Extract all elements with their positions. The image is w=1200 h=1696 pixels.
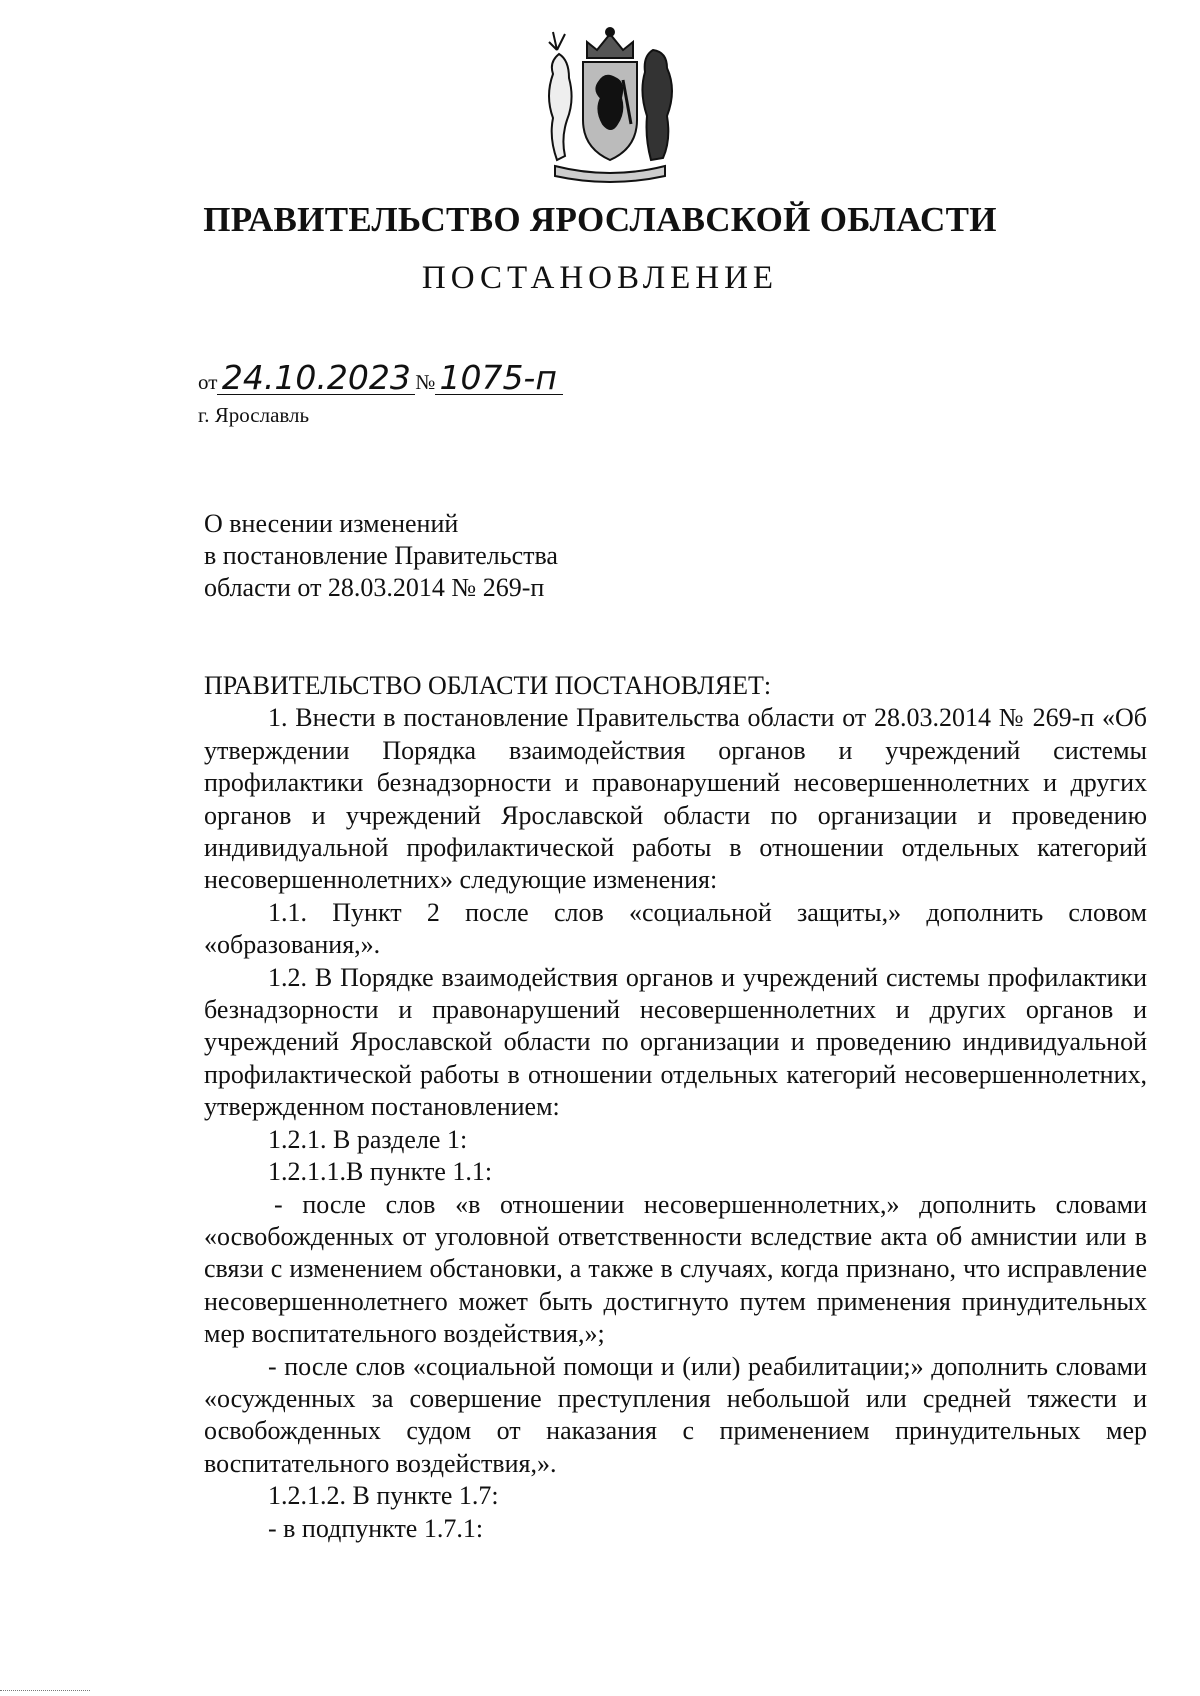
coat-of-arms-icon: [535, 20, 685, 190]
dash-item-2: - после слов «социальной помощи и (или) реабилитации;» дополнить словами «осужденных за совершение преступления небольшой или средней тяжести и освобожденных судом от наказания с применением принудительных мер воспитательного воздействия,».: [204, 1351, 1147, 1478]
number-prefix: №: [415, 370, 436, 394]
paragraph-1-2-1-1: 1.2.1.1.В пункте 1.1:: [268, 1157, 493, 1187]
paragraph-1-1: 1.1. Пункт 2 после слов «социальной защиты,» дополнить словом «образования,».: [204, 897, 1147, 960]
decree-heading: ПРАВИТЕЛЬСТВО ОБЛАСТИ ПОСТАНОВЛЯЕТ:: [204, 671, 772, 700]
date-prefix: от: [198, 370, 218, 394]
handwritten-date: 24.10.2023: [217, 362, 415, 395]
document-type: ПОСТАНОВЛЕНИЕ: [421, 260, 779, 296]
dash-item-3: - в подпункте 1.7.1:: [268, 1513, 484, 1543]
paragraph-1: 1. Внести в постановление Правительства области от 28.03.2014 № 269-п «Об утверждении Порядка взаимодействия органов и учреждений системы профилактики безнадзорности и правонарушений несовершеннолетних и других органов и учреждений Ярославской области по организации и проведению индивидуальной профилактической работы в отношении отдельных категорий несовершеннолетних» следующие изменения:: [204, 703, 1147, 895]
paragraph-1-2: 1.2. В Порядке взаимодействия органов и учреждений системы профилактики безнадзорности и правонарушений несовершеннолетних и других органов и учреждений Ярославской области по организации и проведению индивидуальной профилактической работы в отношении отдельных категорий несовершеннолетних, утвержденном постановлением:: [204, 962, 1147, 1122]
footer-divider: [0, 1690, 90, 1691]
subject-line: области от 28.03.2014 № 269-п: [204, 573, 545, 602]
dash-item-1: - после слов «в отношении несовершеннолетних,» дополнить словами «освобожденных от уголовной ответственности вследствие акта об амнистии или в связи с изменением обстановки, а также в случаях, когда признано, что исправление несовершеннолетнего может быть достигнуто путем применения принудительных мер воспитательного воздействия,»;: [204, 1189, 1147, 1349]
city-label: г. Ярославль: [198, 403, 310, 427]
document-body: [204, 670, 1147, 1545]
document-subject: [204, 508, 558, 604]
subject-line: в постановление Правительства: [204, 541, 558, 570]
paragraph-1-2-1-2: 1.2.1.2. В пункте 1.7:: [268, 1481, 499, 1511]
subject-line: О внесении изменений: [204, 509, 459, 538]
paragraph-1-2-1: 1.2.1. В разделе 1:: [268, 1124, 468, 1154]
organization-title: ПРАВИТЕЛЬСТВО ЯРОСЛАВСКОЙ ОБЛАСТИ: [203, 200, 997, 239]
registration-line: [198, 358, 563, 397]
handwritten-number: 1075-п: [435, 362, 563, 395]
